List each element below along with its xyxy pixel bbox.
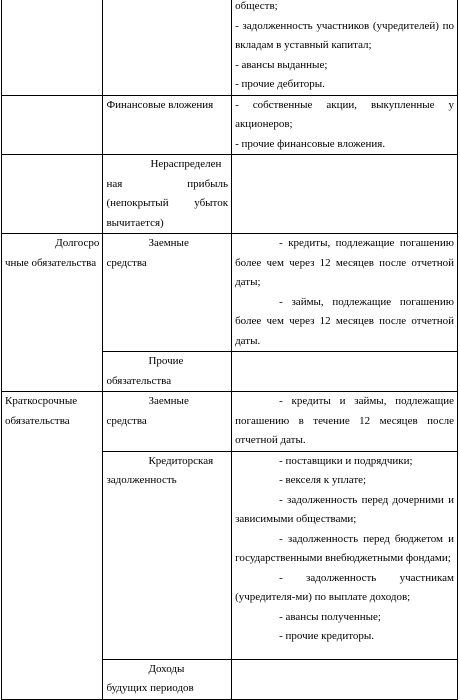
list-item: - авансы полученные; [279,610,381,623]
table-cell [103,234,232,352]
table-cell [232,352,458,392]
row-label: средства [106,414,147,427]
list-item: - авансы выданные; [235,58,328,71]
list-item: - прочие кредиторы. [279,630,375,642]
table-cell [103,352,232,392]
table-cell [232,0,458,95]
row-label: Финансовые вложения [106,98,214,111]
table-cell [103,0,232,95]
table-cell [232,451,458,659]
table-row [2,95,458,155]
row-label: средства [106,256,147,269]
table-cell [232,234,458,352]
row-label: Нераспределен [150,158,222,170]
table-cell [232,392,458,452]
section-label: обязательства [5,414,70,427]
list-item: - поставщики и подрядчики; [279,454,413,467]
table-cell [103,95,232,155]
row-label: обязательства [106,374,172,387]
row-label: ная прибыль [106,177,229,190]
table-cell [2,155,103,234]
row-label: Прочие [148,355,184,367]
row-label: Кредиторская [148,454,214,467]
row-label: Заемные [148,395,189,407]
row-label: будущих периодов [106,682,194,694]
row-label: (непокрытый убыток [106,197,229,209]
section-label: Краткосрочные [5,395,78,407]
list-item: - векселя к уплате; [279,474,367,486]
row-label: Заемные [148,237,189,249]
table-cell [232,659,458,699]
table-cell [103,659,232,699]
table-row [2,155,458,234]
table-cell [103,392,232,452]
list-item: - прочие финансовые вложения. [235,137,386,150]
table-cell [103,155,232,234]
list-item: - кредиты, подлежащие погашению более чем через 12 месяцев после отчетной даты; [235,237,454,288]
list-item: - займы, подлежащие погашению более чем через 12 месяцев после отчетной даты. [235,295,454,347]
list-item: - собственные акции, выкупленные у акционеров; [235,98,454,130]
list-item: - задолженность перед бюджетом и государственными внебюджетными фондами; [235,532,454,564]
list-item: - задолженность участников (учредителей) по вкладам в уставный капитал; [235,19,454,51]
list-item: - прочие дебиторы. [235,78,325,90]
list-item: - задолженность участникам (учредителя-ми) по выплате доходов; [235,571,454,603]
row-label: задолженность [106,474,177,486]
table-cell [232,95,458,155]
section-label: Долгосро [55,237,100,249]
list-item: - кредиты и займы, подлежащие погашению в течение 12 месяцев после отчетной даты. [235,395,454,446]
table-cell [2,234,103,392]
list-item: - задолженность перед дочерними и зависимыми обществами; [235,493,454,525]
row-label: вычитается) [106,216,164,229]
table-cell [2,392,103,700]
table-cell [2,0,103,95]
list-item: обществ; [235,0,278,12]
table-row [2,234,458,352]
table-row [2,392,458,452]
table-row [2,0,458,95]
row-label: Доходы [148,662,185,675]
table-cell [232,155,458,234]
section-label: чные обязательства [5,256,97,269]
balance-liabilities-table [1,0,458,700]
table-cell [103,451,232,659]
table-cell [2,95,103,155]
